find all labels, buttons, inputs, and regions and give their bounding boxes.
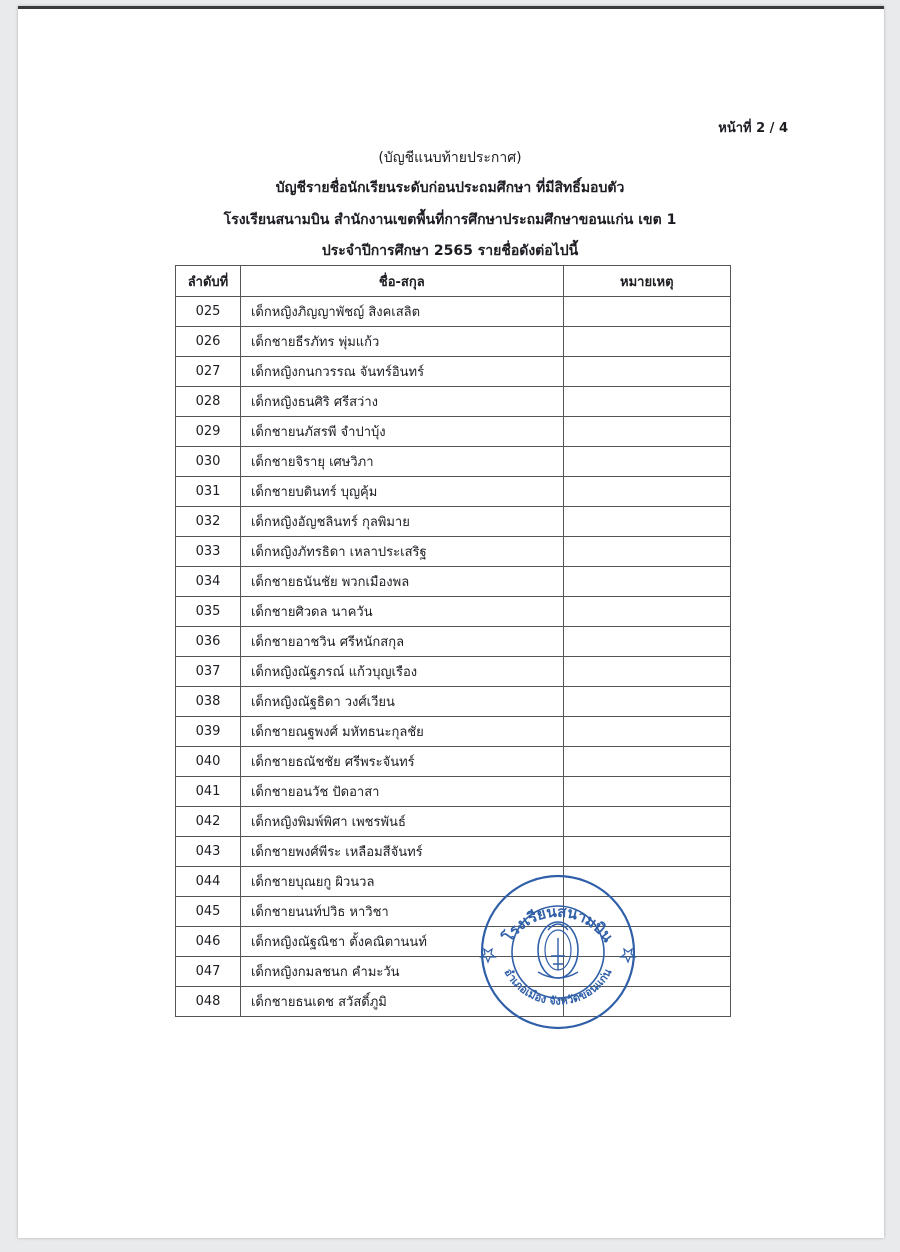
row-note [563, 597, 730, 627]
table-row [176, 957, 731, 987]
table-row [176, 777, 731, 807]
row-note [563, 327, 730, 357]
row-note [563, 537, 730, 567]
table-row [176, 627, 731, 657]
row-number: 047 [176, 957, 241, 987]
row-note [563, 717, 730, 747]
row-note [563, 387, 730, 417]
row-number: 037 [176, 657, 241, 687]
table-header-row [176, 266, 731, 297]
student-name: เด็กชายบดินทร์ บุญคุ้ม [240, 477, 563, 507]
row-number: 046 [176, 927, 241, 957]
student-name: เด็กหญิงณัฐภรณ์ แก้วบุญเรือง [240, 657, 563, 687]
row-note [563, 687, 730, 717]
table-row [176, 387, 731, 417]
student-name: เด็กหญิงณัฐณิชา ตั้งคณิตานนท์ [240, 927, 563, 957]
row-note [563, 357, 730, 387]
row-number: 036 [176, 627, 241, 657]
student-name: เด็กหญิงธนศิริ ศรีสว่าง [240, 387, 563, 417]
row-number: 048 [176, 987, 241, 1017]
table-row [176, 327, 731, 357]
header-name: ชื่อ-สกุล [240, 266, 563, 297]
student-name: เด็กชายนนท์ปวิธ หาวิชา [240, 897, 563, 927]
row-number: 027 [176, 357, 241, 387]
document-title: บัญชีรายชื่อนักเรียนระดับก่อนประถมศึกษา ที่มีสิทธิ์มอบตัว [275, 180, 625, 196]
student-name: เด็กหญิงพิมพ์พิศา เพชรพันธ์ [240, 807, 563, 837]
row-number: 030 [176, 447, 241, 477]
table-row [176, 747, 731, 777]
row-note [563, 777, 730, 807]
row-number: 035 [176, 597, 241, 627]
row-number: 033 [176, 537, 241, 567]
header-note: หมายเหตุ [563, 266, 730, 297]
student-name: เด็กหญิงกนกวรรณ จันทร์อินทร์ [240, 357, 563, 387]
row-number: 026 [176, 327, 241, 357]
emblem-icon [538, 922, 578, 978]
row-number: 032 [176, 507, 241, 537]
student-name: เด็กชายณฐพงศ์ มหัทธนะกุลชัย [240, 717, 563, 747]
table-row [176, 717, 731, 747]
stamp-top-text: โรงเรียนสนามบิน [499, 902, 617, 946]
row-note [563, 297, 730, 327]
table-row [176, 297, 731, 327]
row-note [563, 507, 730, 537]
row-note [563, 657, 730, 687]
school-seal-stamp [478, 860, 638, 1040]
top-border [18, 6, 884, 9]
row-number: 025 [176, 297, 241, 327]
row-note [563, 417, 730, 447]
student-name: เด็กชายธนันชัย พวกเมืองพล [240, 567, 563, 597]
table-row [176, 447, 731, 477]
svg-text:อำเภอเมือง จังหวัดขอนแก่น [502, 966, 615, 1008]
student-name: เด็กหญิงภัทรธิดา เหลาประเสริฐ [240, 537, 563, 567]
table-row [176, 927, 731, 957]
row-number: 043 [176, 837, 241, 867]
table-row [176, 987, 731, 1017]
table-row [176, 837, 731, 867]
roster-body [176, 297, 731, 1017]
table-row [176, 567, 731, 597]
year-heading: ประจำปีการศึกษา 2565 รายชื่อดังต่อไปนี้ [321, 243, 579, 259]
student-roster-table [175, 265, 731, 1017]
page-number: หน้าที่ 2 / 4 [718, 121, 788, 136]
student-name: เด็กชายธณัชชัย ศรีพระจันทร์ [240, 747, 563, 777]
row-number: 038 [176, 687, 241, 717]
table-row [176, 867, 731, 897]
table-row [176, 807, 731, 837]
row-number: 034 [176, 567, 241, 597]
stamp-bottom-text: อำเภอเมือง จังหวัดขอนแก่น [501, 966, 615, 1008]
student-name: เด็กชายจิรายุ เศษวิภา [240, 447, 563, 477]
student-name: เด็กหญิงอัญชลินทร์ กุลพิมาย [240, 507, 563, 537]
row-number: 041 [176, 777, 241, 807]
row-number: 028 [176, 387, 241, 417]
table-row [176, 417, 731, 447]
student-name: เด็กหญิงณัฐธิดา วงศ์เวียน [240, 687, 563, 717]
table-row [176, 897, 731, 927]
row-number: 044 [176, 867, 241, 897]
row-note [563, 477, 730, 507]
table-row [176, 507, 731, 537]
row-note [563, 447, 730, 477]
student-name: เด็กชายธนเดช สวัสดิ์ภูมิ [240, 987, 563, 1017]
row-note [563, 747, 730, 777]
table-row [176, 597, 731, 627]
student-name: เด็กหญิงภิญญาพัชญ์ สิงคเสลิต [240, 297, 563, 327]
school-heading: โรงเรียนสนามบิน สำนักงานเขตพื้นที่การศึกษาประถมศึกษาขอนแก่น เขต 1 [223, 212, 677, 228]
attachment-heading: (บัญชีแนบท้ายประกาศ) [378, 150, 522, 166]
row-number: 029 [176, 417, 241, 447]
row-number: 042 [176, 807, 241, 837]
table-row [176, 687, 731, 717]
row-number: 045 [176, 897, 241, 927]
table-row [176, 357, 731, 387]
student-name: เด็กชายบุณยกู ผิวนวล [240, 867, 563, 897]
row-number: 040 [176, 747, 241, 777]
student-name: เด็กชายอาชวิน ศรีหนักสกุล [240, 627, 563, 657]
row-number: 031 [176, 477, 241, 507]
student-name: เด็กชายนภัสรพี จำปาบุ้ง [240, 417, 563, 447]
table-row [176, 477, 731, 507]
header-no: ลำดับที่ [176, 266, 241, 297]
student-name: เด็กชายธีรภัทร พุ่มแก้ว [240, 327, 563, 357]
student-name: เด็กชายอนวัช ปัดอาสา [240, 777, 563, 807]
student-name: เด็กชายพงศ์พีระ เหลือมสีจันทร์ [240, 837, 563, 867]
table-row [176, 537, 731, 567]
student-name: เด็กหญิงกมลชนก คำมะวัน [240, 957, 563, 987]
row-number: 039 [176, 717, 241, 747]
student-name: เด็กชายศิวดล นาควัน [240, 597, 563, 627]
row-note [563, 567, 730, 597]
row-note [563, 627, 730, 657]
row-note [563, 807, 730, 837]
table-row [176, 657, 731, 687]
